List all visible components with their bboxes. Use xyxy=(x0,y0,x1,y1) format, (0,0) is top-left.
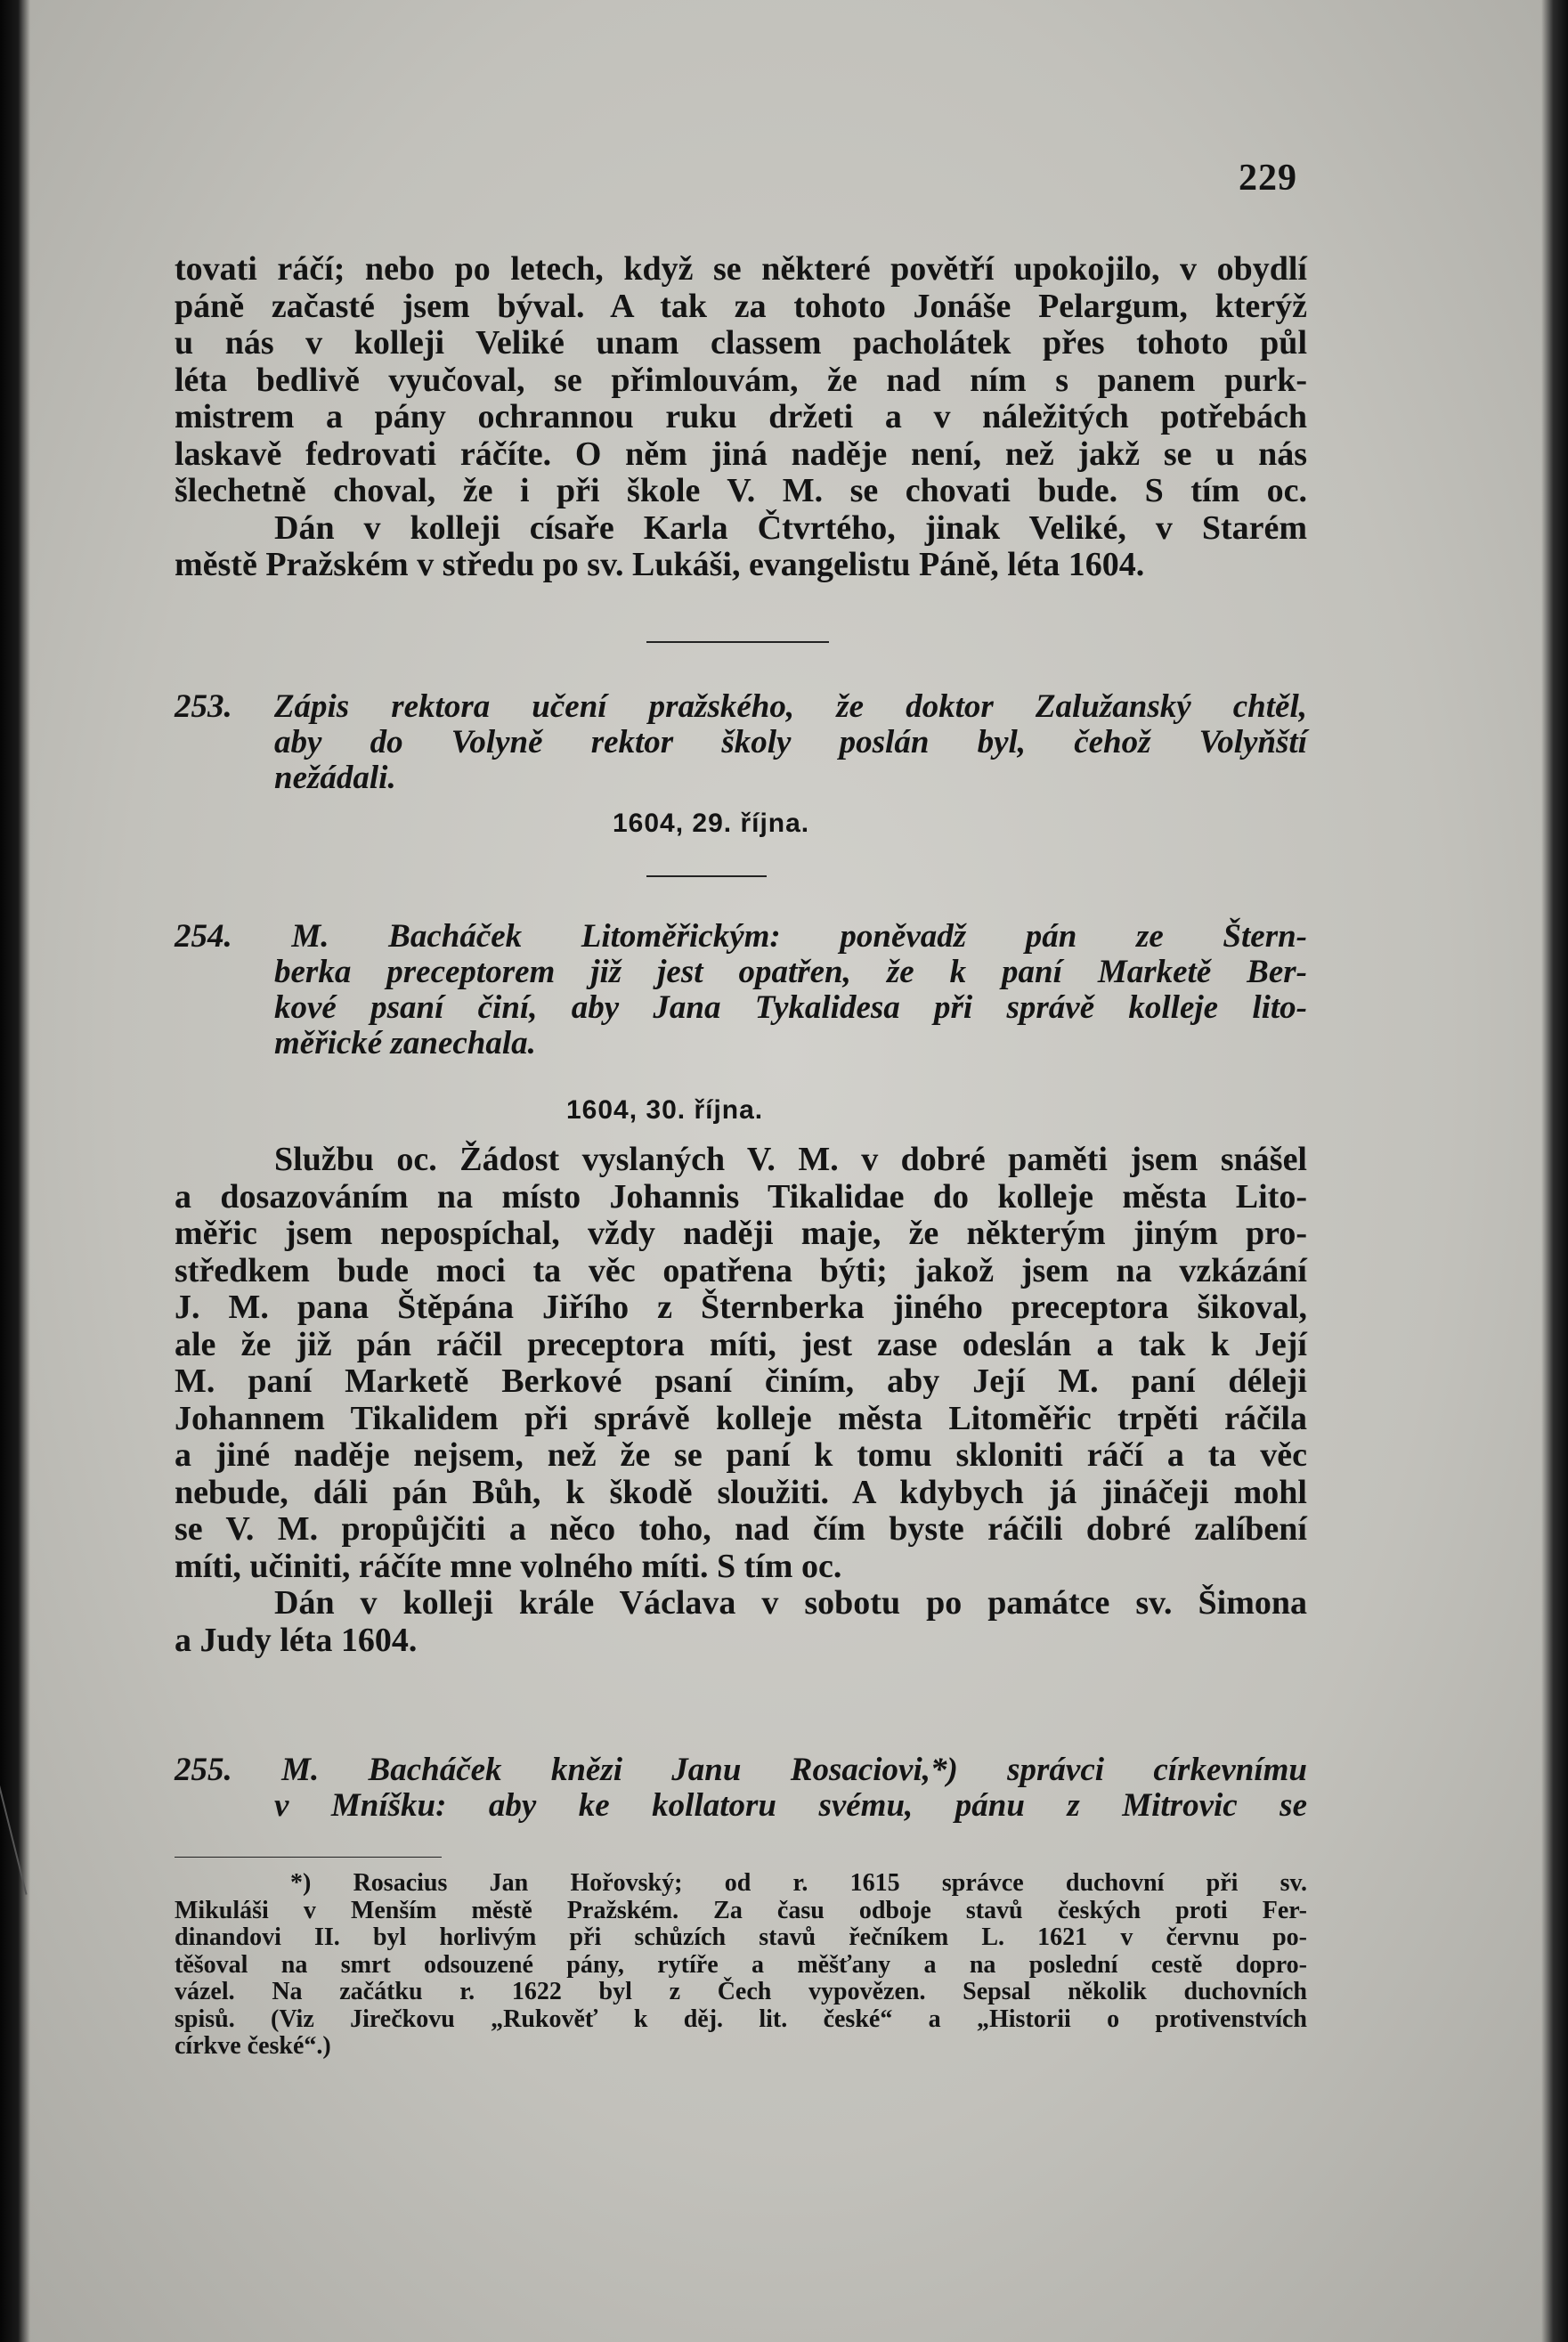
page-number: 229 xyxy=(1239,158,1297,199)
entry-254-body xyxy=(175,1142,1307,1659)
heading-line: kové psaní činí, aby Jana Tykalidesa při správě kolleje lito- xyxy=(274,989,1307,1026)
text-line: léta bedlivě vyučoval, se přimlouvám, že nad ním s panem purk- xyxy=(175,361,1307,399)
text-line: a jiné naděje nejsem, než že se paní k tomu skloniti ráčí a ta věc xyxy=(175,1436,1307,1474)
heading-line xyxy=(175,919,1307,955)
entry-number: 254. xyxy=(175,918,232,955)
entry-number: 255. xyxy=(175,1752,232,1788)
text-line: a Judy léta 1604. xyxy=(175,1621,418,1659)
footnote-rule xyxy=(175,1857,442,1858)
entry-254-date: 1604, 30. října. xyxy=(566,1095,764,1125)
text-line: laskavě fedrovati ráčíte. O něm jiná naděje není, než jakž se u nás xyxy=(175,435,1307,473)
text-line: Dán v kolleji krále Václava v sobotu po památce sv. Šimona xyxy=(274,1584,1307,1622)
text-line: Službu oc. Žádost vyslaných V. M. v dobré paměti jsem snášel xyxy=(274,1141,1307,1178)
footnote-line: vázel. Na začátku r. 1622 byl z Čech vypovězen. Sepsal několik duchovních xyxy=(175,1978,1307,2005)
heading-line xyxy=(175,689,1307,725)
footnote-line: církve české“.) xyxy=(175,2032,331,2060)
entry-253-heading xyxy=(175,689,1307,796)
footnote-line: Mikuláši v Menším městě Pražském. Za času odboje stavů českých proti Fer- xyxy=(175,1896,1307,1924)
text-line: páně začasté jsem býval. A tak za tohoto Jonáše Pelargum, kterýž xyxy=(175,287,1307,325)
text-line: ale že již pán ráčil preceptora míti, jest zase odeslán a tak k Její xyxy=(175,1325,1307,1363)
heading-line: aby do Volyně rektor školy poslán byl, čehož Volyňští xyxy=(274,724,1307,760)
footnote xyxy=(175,1870,1307,2061)
section-rule xyxy=(646,875,767,877)
entry-number: 253. xyxy=(175,688,232,725)
heading-line: nežádali. xyxy=(274,760,396,796)
heading-line xyxy=(175,1752,1307,1788)
text-line: se V. M. propůjčiti a něco toho, nad čím byste ráčili dobré zalíbení xyxy=(175,1510,1307,1548)
scan-right-edge xyxy=(1541,0,1568,2342)
text-line: u nás v kolleji Veliké unam classem pacholátek přes tohoto půl xyxy=(175,324,1307,362)
footnote-line: těšoval na smrt odsouzené pány, rytíře a měšťany a na poslední cestě dopro- xyxy=(175,1950,1307,1979)
section-rule xyxy=(646,641,829,643)
entry-253-date: 1604, 29. října. xyxy=(613,809,810,838)
text-line: středkem bude moci ta věc opatřena býti; jakož jsem na vzkázání xyxy=(175,1251,1307,1289)
heading-text: M. Bacháček Litoměřickým: poněvadž pán ze Štern- xyxy=(291,918,1308,955)
text-line: míti, učiniti, ráčíte mne volného míti. S tím oc. xyxy=(175,1547,842,1585)
entry-255-heading xyxy=(175,1752,1307,1824)
text-line: tovati ráčí; nebo po letech, když se některé povětří upokojilo, v obydlí xyxy=(175,250,1307,288)
heading-line: měřické zanechala. xyxy=(274,1025,536,1061)
text-line: a dosazováním na místo Johannis Tikalidae do kolleje města Lito- xyxy=(175,1177,1307,1216)
footnote-line: *) Rosacius Jan Hořovský; od r. 1615 správce duchovní při sv. xyxy=(290,1869,1307,1897)
heading-line: berka preceptorem již jest opatřen, že k paní Marketě Ber- xyxy=(274,954,1307,990)
text-line: nebude, dáli pán Bůh, k škodě sloužiti. A kdybych já jináčeji mohl xyxy=(175,1473,1307,1511)
entry-254-heading xyxy=(175,919,1307,1061)
footnote-line: dinandovi II. byl horlivým při schůzích stavů řečníkem L. 1621 v červnu po- xyxy=(175,1923,1307,1951)
heading-text: M. Bacháček knězi Janu Rosaciovi,*) správci církevnímu xyxy=(281,1752,1307,1788)
text-line: mistrem a pány ochrannou ruku držeti a v náležitých potřebách xyxy=(175,398,1307,435)
footnote-line: spisů. (Viz Jirečkovu „Rukověť k děj. lit. české“ a „Historii o protivenstvích xyxy=(175,2005,1307,2033)
scan-left-edge xyxy=(0,0,30,2342)
text-line: měřic jsem nepospíchal, vždy naději maje, že některým jiným pro- xyxy=(175,1215,1307,1252)
intro-paragraph xyxy=(175,251,1307,584)
text-line: J. M. pana Štěpána Jiřího z Šternberka jiného preceptora šikoval, xyxy=(175,1289,1307,1326)
heading-line: v Mníšku: aby ke kollatoru svému, pánu z Mitrovic se xyxy=(274,1787,1307,1824)
text-line: Johannem Tikalidem při správě kolleje města Litoměřic trpěti ráčila xyxy=(175,1399,1307,1437)
text-line: M. paní Marketě Berkové psaní činím, aby Její M. paní déleji xyxy=(175,1362,1307,1400)
text-line: městě Pražském v středu po sv. Lukáši, evangelistu Páně, léta 1604. xyxy=(175,546,1145,583)
text-line: Dán v kolleji císaře Karla Čtvrtého, jinak Veliké, v Starém xyxy=(274,508,1307,547)
heading-text: Zápis rektora učení pražského, že doktor Zalužanský chtěl, xyxy=(273,688,1307,725)
text-line: šlechetně choval, že i při škole V. M. se chovati bude. S tím oc. xyxy=(175,472,1307,509)
